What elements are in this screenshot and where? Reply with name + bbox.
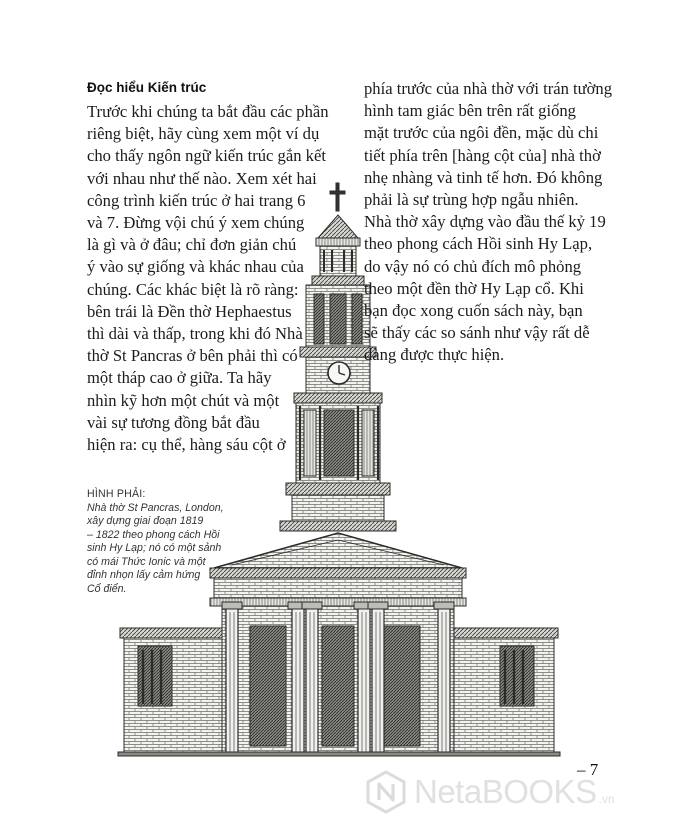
text-line: nhìn kỹ hơn một chút và một bbox=[87, 390, 280, 410]
text-line: thì dài và thấp, trong khi đó Nhà bbox=[87, 324, 303, 344]
caption-line: – 1822 theo phong cách Hồi bbox=[87, 528, 220, 541]
caption-line: xây dựng giai đoạn 1819 bbox=[87, 515, 204, 527]
text-line: là gì và ở đâu; chỉ đơn giản chú bbox=[87, 235, 297, 255]
caption-line: sinh Hy Lạp; nó có một sảnh bbox=[87, 542, 222, 554]
text-line: riêng biệt, hãy cùng xem một ví dụ bbox=[87, 124, 320, 144]
text-line: thờ St Pancras ở bên phải thì có bbox=[87, 346, 298, 366]
caption-line: Nhà thờ St Pancras, London, bbox=[87, 501, 224, 514]
text-line: và 7. Đừng vội chú ý xem chúng bbox=[87, 213, 305, 233]
caption-line: Cổ điển. bbox=[87, 582, 127, 595]
caption-line: có mái Thức Ionic và một bbox=[87, 555, 206, 568]
section-heading: Đọc hiểu Kiến trúc bbox=[87, 80, 207, 95]
text-line: mặt trước của ngôi đền, mặc dù chi bbox=[364, 123, 599, 143]
text-line: với nhau như thế nào. Xem xét hai bbox=[87, 168, 317, 188]
text-line: hiện ra: cụ thể, hàng sáu cột ở bbox=[87, 435, 286, 455]
watermark-text: NetaBOOKS bbox=[414, 773, 597, 810]
watermark-suffix: .vn bbox=[598, 792, 615, 806]
text-line: theo phong cách Hồi sinh Hy Lạp, bbox=[364, 234, 593, 254]
netabooks-logo-icon bbox=[364, 770, 408, 814]
body-column-left bbox=[87, 101, 352, 456]
text-line: cho thấy ngôn ngữ kiến trúc gắn kết bbox=[87, 146, 326, 166]
text-line: chúng. Các khác biệt là rõ ràng: bbox=[87, 279, 299, 299]
page-number: – 7 bbox=[577, 760, 599, 779]
text-line: công trình kiến trúc ở hai trang 6 bbox=[87, 190, 306, 210]
text-line: phía trước của nhà thờ với trán tường bbox=[364, 79, 612, 98]
caption-title: HÌNH PHẢI: bbox=[87, 488, 146, 500]
caption-line: đỉnh nhọn lấy cảm hứng bbox=[87, 569, 201, 581]
text-line: nhẹ nhàng và tinh tế hơn. Đó không bbox=[364, 167, 603, 187]
text-line: Nhà thờ xây dựng vào đầu thế kỷ 19 bbox=[364, 212, 606, 232]
body-column-right bbox=[364, 78, 624, 367]
text-line: Trước khi chúng ta bắt đầu các phần bbox=[87, 102, 329, 121]
text-line: phải là sự trùng hợp ngẫu nhiên. bbox=[364, 190, 579, 210]
text-line: tiết phía trên [hàng cột của] nhà thờ bbox=[364, 145, 601, 165]
text-line: dàng được thực hiện. bbox=[364, 345, 505, 365]
text-line: do vậy nó có chủ đích mô phỏng bbox=[364, 256, 582, 276]
text-line: ý vào sự giống và khác nhau của bbox=[87, 257, 304, 277]
text-line: hình tam giác bên trên rất giống bbox=[364, 101, 576, 121]
text-line: sẽ thấy các so sánh như vậy rất dễ bbox=[364, 323, 590, 343]
text-line: bạn đọc xong cuốn sách này, bạn bbox=[364, 301, 583, 321]
watermark bbox=[364, 770, 615, 814]
text-line: vài sự tương đồng bắt đầu bbox=[87, 412, 260, 432]
figure-caption bbox=[87, 488, 227, 596]
text-line: bên trái là Đền thờ Hephaestus bbox=[87, 301, 292, 321]
text-line: một tháp cao ở giữa. Ta hãy bbox=[87, 368, 272, 388]
text-line: theo một đền thờ Hy Lạp cổ. Khi bbox=[364, 278, 584, 298]
